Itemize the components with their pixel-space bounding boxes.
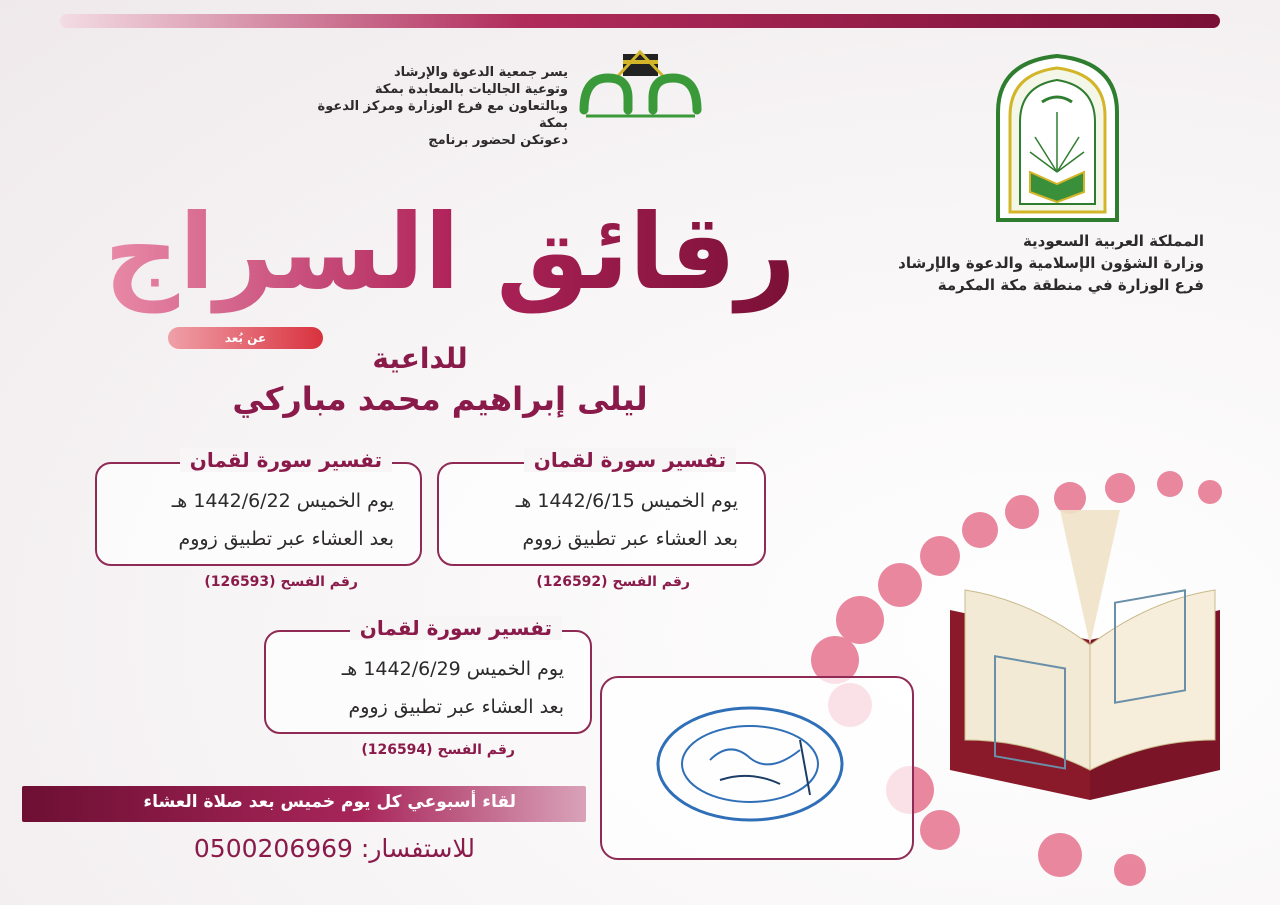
session-room-2: رقم الفسح (126593) [204, 574, 358, 590]
remote-badge: عن بُعد [168, 327, 323, 349]
association-logo-icon [578, 48, 703, 123]
session-card-2 [95, 448, 422, 566]
program-title-text: رقائق السراج [104, 191, 796, 313]
program-title [104, 150, 796, 335]
invitation-line-3: وبالتعاون مع فرع الوزارة ومركز الدعوة بمكة [317, 99, 568, 131]
ministry-branch: فرع الوزارة في منطقة مكة المكرمة [937, 276, 1204, 294]
session-title: تفسير سورة لقمان [350, 616, 562, 640]
session-date: يوم الخميس 1442/6/15 هـ [515, 490, 738, 512]
session-room-1: رقم الفسح (126592) [536, 574, 690, 590]
preacher-name: ليلى إبراهيم محمد مباركي [232, 380, 648, 418]
official-stamp-icon [650, 700, 850, 828]
invitation-line-2: وتوعية الجاليات بالمعابدة بمكة [374, 82, 568, 97]
session-room-3: رقم الفسح (126594) [361, 742, 515, 758]
session-title: تفسير سورة لقمان [524, 448, 736, 472]
ministry-seal-icon [990, 52, 1125, 222]
contact-phone: للاستفسار: 0500206969 [193, 834, 475, 863]
session-title: تفسير سورة لقمان [180, 448, 392, 472]
ministry-header [864, 230, 1204, 296]
session-card-1 [437, 448, 766, 566]
invitation-line-1: يسر جمعية الدعوة والإرشاد [394, 65, 568, 80]
session-time: بعد العشاء عبر تطبيق زووم [522, 528, 738, 550]
session-date: يوم الخميس 1442/6/29 هـ [341, 658, 564, 680]
ministry-country: المملكة العربية السعودية [1022, 232, 1204, 250]
ministry-name: وزارة الشؤون الإسلامية والدعوة والإرشاد [898, 254, 1204, 272]
invitation-text [290, 64, 568, 149]
session-time: بعد العشاء عبر تطبيق زووم [348, 696, 564, 718]
invitation-line-4: دعوتكن لحضور برنامج [428, 133, 568, 148]
weekly-meeting-text: لقاء أسبوعي كل يوم خميس بعد صلاة العشاء [143, 792, 516, 812]
top-decorative-bar [60, 14, 1220, 28]
preacher-label: للداعية [372, 342, 468, 375]
session-time: بعد العشاء عبر تطبيق زووم [178, 528, 394, 550]
session-date: يوم الخميس 1442/6/22 هـ [171, 490, 394, 512]
session-card-3 [264, 616, 592, 734]
weekly-meeting-banner [22, 786, 586, 822]
